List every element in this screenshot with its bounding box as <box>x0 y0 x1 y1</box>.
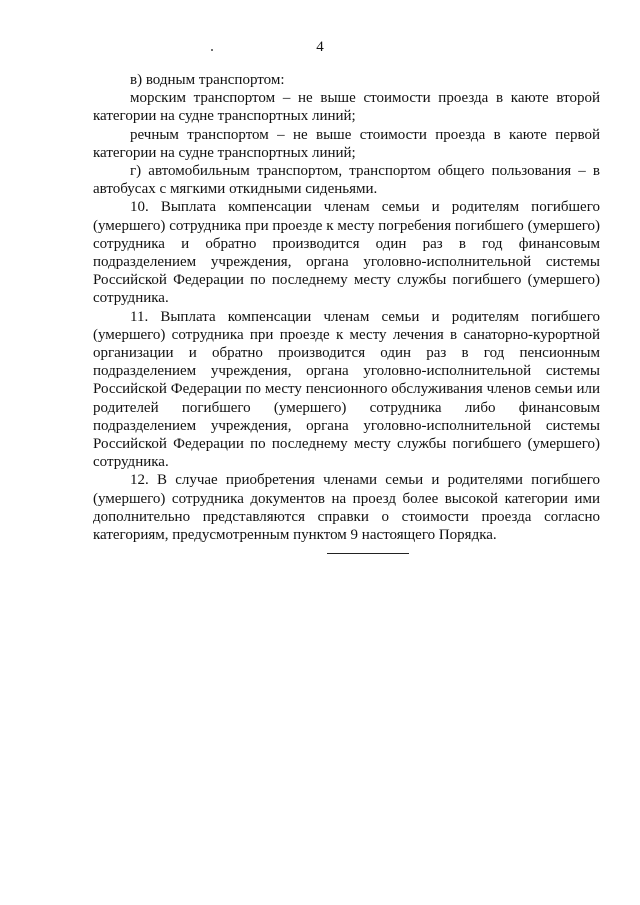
paragraph-water-transport: в) водным транспортом: <box>130 72 285 88</box>
page-number: 4 <box>316 39 324 55</box>
scan-speck <box>211 49 213 51</box>
document-body <box>93 71 600 544</box>
paragraph-clause-12: 12. В случае приобретения членами семьи и родителями погибшего (умершего) сотрудника документов на проезд более высокой категории ими дополнительно представляются справки о стоимости проезда согласно категориям, предусмотренным пунктом 9 настоящего Порядка. <box>93 472 600 544</box>
paragraph-sea-transport: морским транспортом – не выше стоимости проезда в каюте второй категории на судне транспортных линий; <box>93 90 600 125</box>
paragraph-clause-11: 11. Выплата компенсации членам семьи и родителям погибшего (умершего) сотрудника при проезде к месту лечения в санаторно-курортной организации и обратно производится один раз в год пенсионным подразделением учреждения, органа уголовно-исполнительной системы Российской Федерации по месту пенсионного обслуживания членов семьи или родителей погибшего (умершего) сотрудника либо финансовым подразделением учреждения, органа уголовно-исполнительной системы Российской Федерации по последнему месту службы погибшего (умершего) сотрудника. <box>93 308 600 471</box>
paragraph-clause-10: 10. Выплата компенсации членам семьи и родителям погибшего (умершего) сотрудника при проезде к месту погребения погибшего (умершего) сотрудника и обратно производится один раз в год финансовым подразделением учреждения, органа уголовно-исполнительной системы Российской Федерации по последнему месту службы погибшего (умершего) сотрудника. <box>93 199 600 307</box>
end-divider-line <box>327 553 409 554</box>
paragraph-river-transport: речным транспортом – не выше стоимости проезда в каюте первой категории на судне транспортных линий; <box>93 126 600 161</box>
paragraph-road-transport: г) автомобильным транспортом, транспортом общего пользования – в автобусах с мягкими откидными сиденьями. <box>93 163 600 198</box>
